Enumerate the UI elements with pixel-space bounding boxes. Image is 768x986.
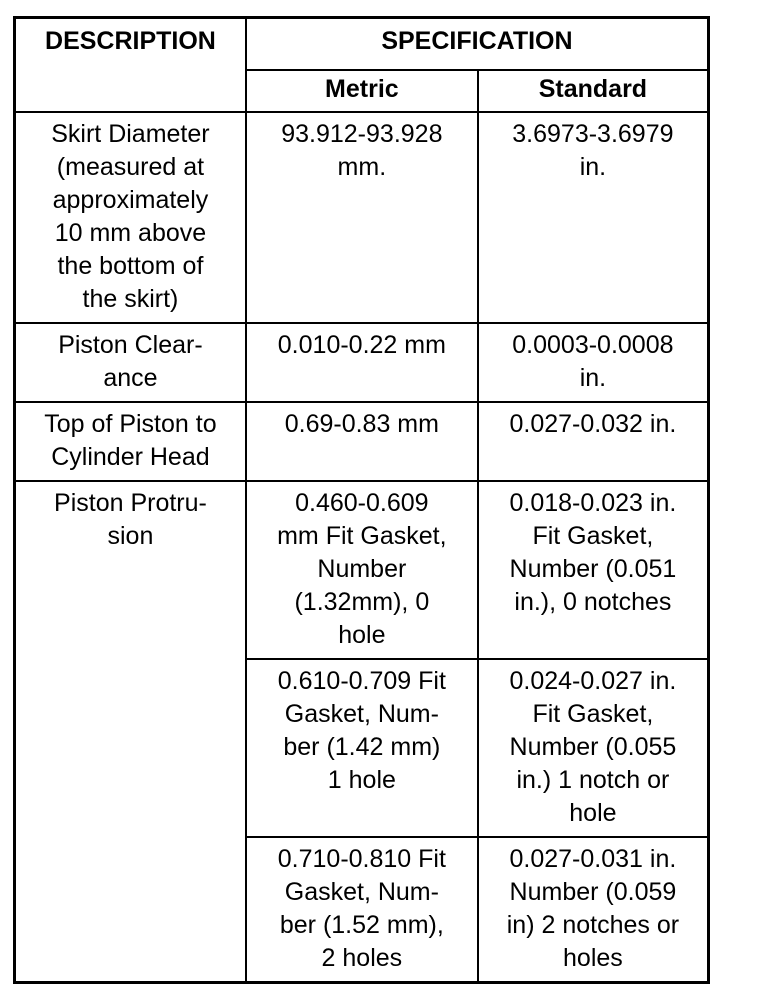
- metric-text: 0.610-0.709 Fit Gasket, Num- ber (1.42 mm) 1 hole: [277, 667, 446, 794]
- description-cell: [15, 112, 246, 323]
- standard-text: 0.027-0.031 in. Number (0.059 in) 2 notches or holes: [506, 845, 680, 972]
- protrusion-description-cell: [15, 481, 246, 983]
- metric-text: 0.460-0.609 mm Fit Gasket, Number (1.32mm), 0 hole: [277, 489, 447, 649]
- table-row: [15, 402, 709, 481]
- metric-text: 0.710-0.810 Fit Gasket, Num- ber (1.52 mm), 2 holes: [277, 845, 446, 972]
- metric-text: 0.010-0.22 mm: [277, 331, 446, 359]
- standard-text: 0.0003-0.0008 in.: [512, 331, 674, 392]
- metric-cell: [246, 659, 478, 837]
- description-text: Piston Protru- sion: [54, 489, 207, 550]
- metric-header: Metric: [246, 70, 478, 112]
- description-text: Piston Clear- ance: [58, 331, 203, 392]
- standard-text: 0.018-0.023 in. Fit Gasket, Number (0.051 in.), 0 notches: [509, 489, 677, 616]
- table-row: [15, 112, 709, 323]
- metric-cell: [246, 837, 478, 983]
- metric-cell: [246, 481, 478, 659]
- specification-header: SPECIFICATION: [246, 18, 709, 71]
- standard-text: 0.027-0.032 in.: [509, 410, 677, 438]
- specification-table: [13, 16, 710, 984]
- header-row: [15, 18, 709, 71]
- metric-text: 0.69-0.83 mm: [284, 410, 439, 438]
- metric-cell: [246, 402, 478, 481]
- standard-cell: [478, 837, 709, 983]
- description-text: Skirt Diameter (measured at approximately 10 mm above the bottom of the skirt): [51, 120, 210, 313]
- standard-cell: [478, 323, 709, 402]
- description-text: Top of Piston to Cylinder Head: [44, 410, 217, 471]
- description-header: DESCRIPTION: [15, 18, 246, 113]
- standard-cell: [478, 112, 709, 323]
- standard-cell: [478, 481, 709, 659]
- standard-header: Standard: [478, 70, 709, 112]
- table-row: [15, 323, 709, 402]
- description-cell: [15, 323, 246, 402]
- standard-cell: [478, 402, 709, 481]
- description-cell: [15, 402, 246, 481]
- table-row: [15, 481, 709, 659]
- metric-cell: [246, 112, 478, 323]
- standard-text: 0.024-0.027 in. Fit Gasket, Number (0.055 in.) 1 notch or hole: [509, 667, 677, 827]
- metric-text: 93.912-93.928 mm.: [281, 120, 443, 181]
- metric-cell: [246, 323, 478, 402]
- standard-cell: [478, 659, 709, 837]
- standard-text: 3.6973-3.6979 in.: [512, 120, 674, 181]
